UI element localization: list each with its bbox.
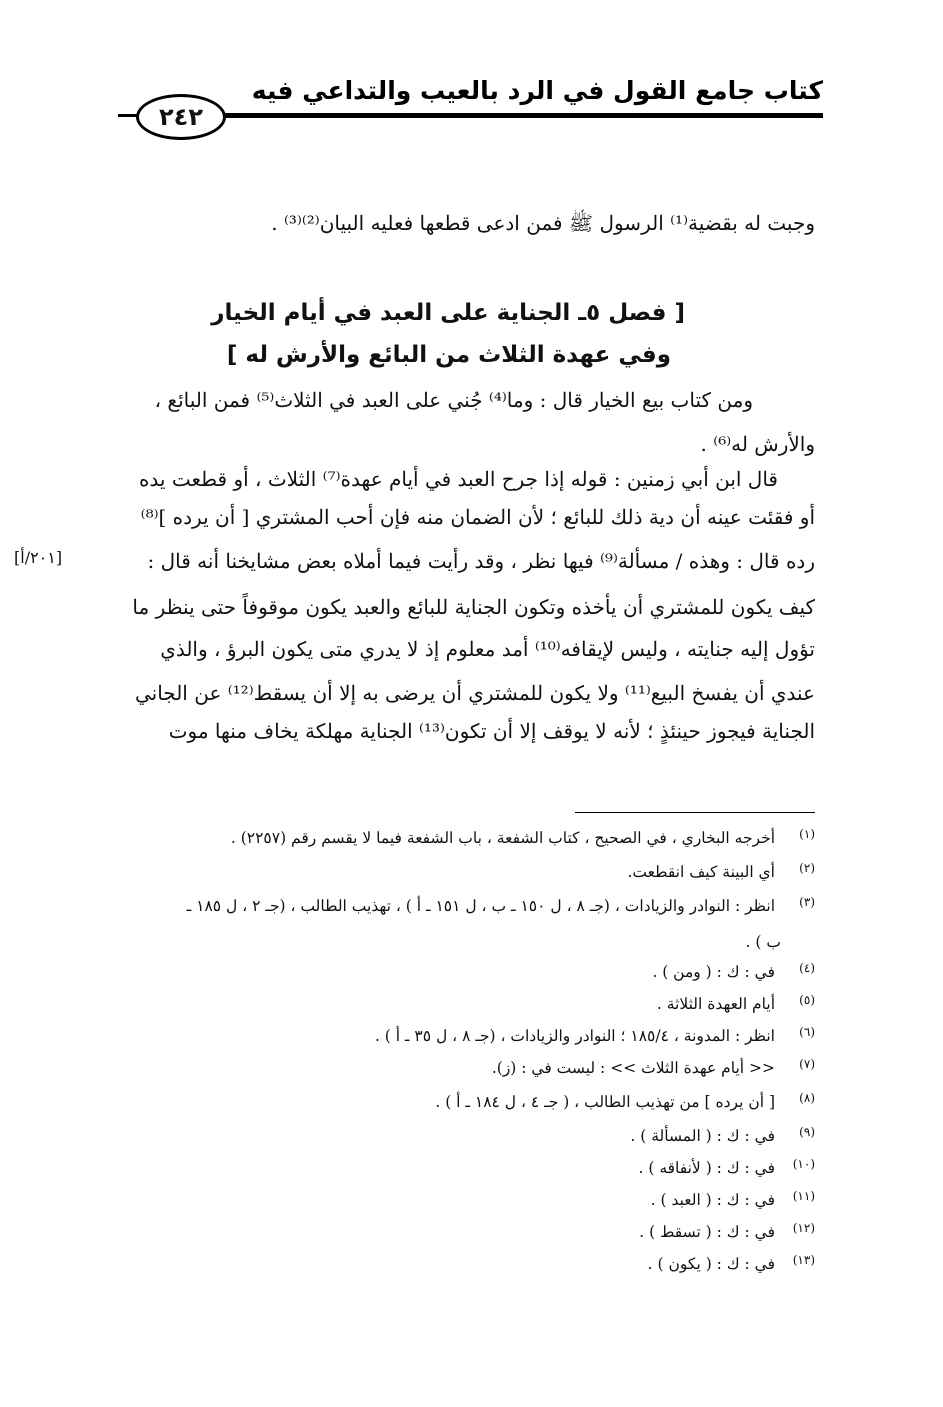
footnote-text: انظر : المدونة ، ١٨٥/٤ ؛ النوادر والزيادات ، (جـ ٨ ، ل ٣٥ ـ أ ) . [374,1027,775,1045]
para2-line-1: قال ابن أبي زمنين : قوله إذا جرح العبد في أيام عهدة⁽⁷⁾ الثلاث ، أو قطعت يده [138,467,778,491]
footnote-separator [575,812,815,813]
footnote-text: في : ك : ( تسقط ) . [639,1223,775,1241]
footnote-text: في : ك : ( ومن ) . [652,963,775,981]
footnote-number: (٢) [799,861,815,875]
footnote-2 [100,858,815,886]
footnote-number: (١١) [792,1189,815,1203]
para1-line-2: والأرش له⁽⁶⁾ . [700,432,815,456]
para2-line-6: عندي أن يفسخ البيع⁽¹¹⁾ ولا يكون للمشتري أن يرضى به إلا أن يسقط⁽¹²⁾ عن الجاني [134,681,815,705]
footnote-text: في : ك : ( لأنفاقه ) . [638,1159,775,1177]
header-title: كتاب جامع القول في الرد بالعيب والتداعي فيه [251,76,823,105]
section-title-line-1: [ فصل ٥ـ الجناية على العبد في أيام الخيار [211,300,685,326]
footnote-5 [100,990,815,1018]
para2-line-5: تؤول إليه جنايته ، وليس لإيقافه⁽¹⁰⁾ أمد معلوم إذ لا يدري متى يكون البرؤ ، والذي [160,637,815,661]
footnote-number: (٦) [799,1025,815,1039]
margin-folio-reference: [٢٠١/أ] [14,548,63,567]
para2-line-7: الجناية فيجوز حينئذٍ ؛ لأنه لا يوقف إلا أن تكون⁽¹³⁾ الجناية مهلكة يخاف منها موت [168,719,815,743]
section-title-line-2: وفي عهدة الثلاث من البائع والأرش له ] [226,342,671,368]
footnote-number: (٤) [799,961,815,975]
footnote-number: (٩) [799,1125,815,1139]
footnote-1 [100,824,815,852]
footnote-number: (١٢) [792,1221,815,1235]
footnote-9 [100,1122,815,1150]
body-line-1: وجبت له بقضية⁽¹⁾ الرسول ﷺ فمن ادعى قطعها فعليه البيان⁽²⁾⁽³⁾ . [271,211,815,235]
header-rule-left [118,114,138,117]
footnote-number: (٨) [799,1091,815,1105]
footnote-4 [100,958,815,986]
footnote-8 [100,1088,815,1116]
footnote-12 [100,1218,815,1246]
footnote-7 [100,1054,815,1082]
footnote-number: (١) [799,827,815,841]
page-number: ٢٤٢ [136,94,226,140]
footnote-text: انظر : النوادر والزيادات ، (جـ ٨ ، ل ١٥٠ ـ ب ، ل ١٥١ ـ أ ) ، تهذيب الطالب ، (جـ ٢ ، ل ١٨٥ ـ [186,897,775,915]
footnote-number: (١٠) [792,1157,815,1171]
footnote-text: [ أن يرده ] من تهذيب الطالب ، ( جـ ٤ ، ل ١٨٤ ـ أ ) . [435,1093,775,1111]
footnote-text: أخرجه البخاري ، في الصحيح ، كتاب الشفعة ، باب الشفعة فيما لا يقسم رقم (٢٢٥٧) . [230,829,775,847]
footnote-6 [100,1022,815,1050]
footnote-number: (٣) [799,895,815,909]
header-rule [222,113,823,118]
footnote-number: (٧) [799,1057,815,1071]
footnote-3 [100,892,815,920]
footnote-text: أيام العهدة الثلاثة . [656,995,775,1013]
para2-line-3: رده قال : وهذه / مسألة⁽⁹⁾ فيها نظر ، وقد رأيت فيما أملاه بعض مشايخنا أنه قال : [147,549,815,573]
footnote-number: (٥) [799,993,815,1007]
footnote-text: في : ك : ( يكون ) . [647,1255,775,1273]
footnote-text: أي البينة كيف انقطعت. [627,863,775,881]
footnote-text: في : ك : ( العبد ) . [650,1191,775,1209]
footnote-number: (١٣) [792,1253,815,1267]
footnote-11 [100,1186,815,1214]
footnote-text: << أيام عهدة الثلاث >> : ليست في : (ز). [491,1059,775,1077]
footnote-10 [100,1154,815,1182]
running-header [118,72,823,132]
footnote-13 [100,1250,815,1278]
para2-line-4: كيف يكون للمشتري أن يأخذه وتكون الجناية للبائع والعبد يكون موقوفاً حتى ينظر ما [132,595,815,619]
footnote-3-continuation: ب ) . [745,933,781,951]
para2-line-2: أو فقئت عينه أن دية ذلك للبائع ؛ لأن الضمان منه فإن أحب المشتري [ أن يرده ]⁽⁸⁾ [140,505,815,529]
para1-line-1: ومن كتاب بيع الخيار قال : وما⁽⁴⁾ جُني على العبد في الثلاث⁽⁵⁾ فمن البائع ، [154,388,753,412]
footnote-text: في : ك : ( المسألة ) . [630,1127,775,1145]
